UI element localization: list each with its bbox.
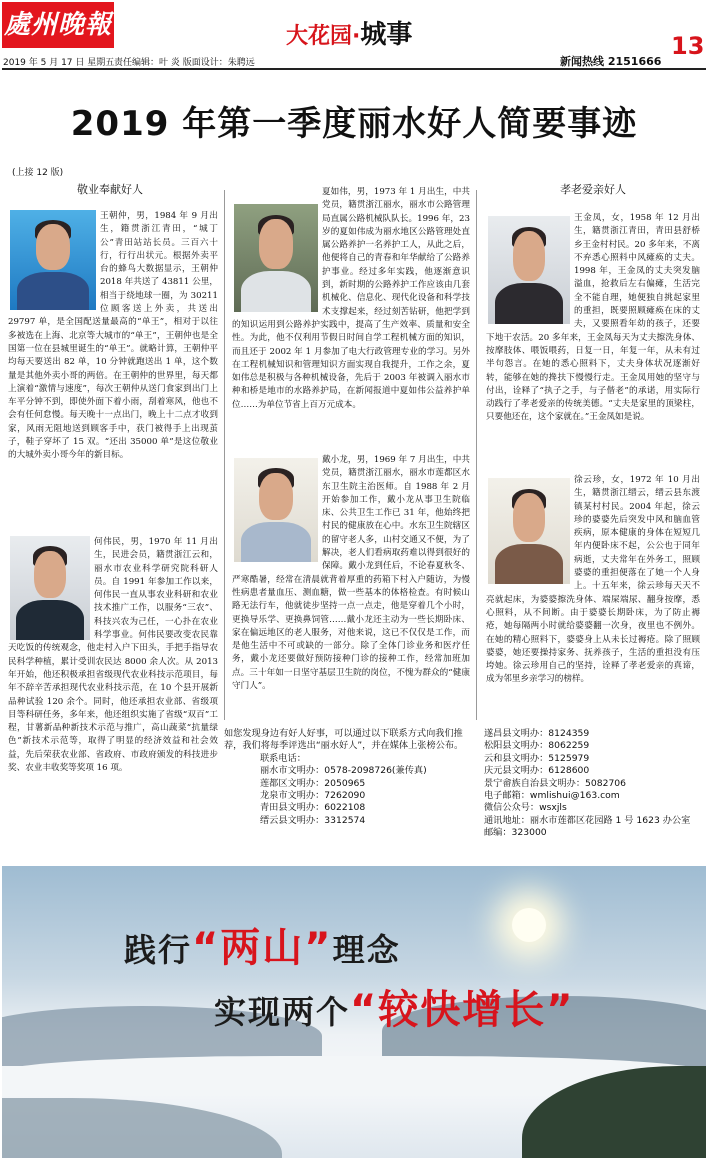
left-column-heading: 敬业奉献好人 [77, 183, 143, 196]
masthead-divider [2, 68, 706, 70]
right-column-heading: 孝老爱亲好人 [560, 183, 626, 196]
contact-box [224, 728, 708, 846]
banner-slogan-line1: 践行“两山”理念 [124, 925, 401, 971]
contact-line: 遂昌县文明办：8124359 [484, 728, 590, 739]
contact-wechat: 微信公众号：wsxjls [484, 802, 567, 814]
contact-postcode: 邮编：323000 [484, 827, 547, 839]
sun-graphic [512, 908, 546, 942]
article-text: 王朝仲，男，1984 年 9 月出生，籍贯浙江青田，“城丁公”青田站站长员。三百六十行，行行出状元。根据外卖平台的蜂鸟大数据显示，王朝仲 2018 年共送了 43811 公里，相当于绕地球一圈，为 30211 位顾客送上外卖，共送出 29797 单，是全国配送量最高的“单王”，相对于以往多被选在上海、北京等大城市的“单王”，王朝仲也是全国第一位在县城里诞生的“单王”。就略计算，王朝仲平均每天要送出 82 单，10 分钟就跑送出 1 单，这个数量是其他外卖小哥的两倍。在王朝仲的世界里，每天都上演着“激情与速度”，每次王朝仲从送门食家到出门上车平分钟不到，即使外面下着小雨，刮着寒风，他也不会有任何怠慢。每天晚十一点出门，晚上十二点才收到家，风雨无阻地送到顾客手中，获门被得手上出现茧子，鞋子穿坏了 15 双。“还出 35000 单”是这位敬业的大城外卖小哥今年的新目标。 [8, 211, 218, 461]
contact-list-right [484, 728, 708, 840]
section-title [286, 14, 412, 51]
article-text: 夏如伟，男，1973 年 1 月出生，中共党员，籍贯浙江丽水，丽水市公路管理局直属公路机械队队长。1996 年，23 岁的夏如伟成为丽水地区公路管理处直属公路养护一名养护工人，从此之后，他便将自己的青春和年华献给了公路养护事业。经过多年实践，他逐渐意识到，新时期的公路养护工作应该由几套机械化、信息化、现代化设备和科学技术支撑起来，经过刻苦钻研，他把学到的知识运用到公路养护实践中，提高了生产效率、质量和安全性。为此，他不仅利用节假日时间自学工程机械方面的知识，而且还于 2002 年 1 月参加了电大行政管理专业的学习。另外在工程机械知识和管理知识方面实现自我提升，工作之余，夏如伟总是积极与各种机械设备，先后于 2003 年被调入丽水市种和桥是地市的水路养护局，在新闻报道中夏如伟公益养护单位……为单位节省上百万元成本。 [232, 187, 470, 410]
article-text: 徐云珍，女，1972 年 10 月出生，籍贯浙江缙云，缙云县东渡镇某村村民。2004 年起，徐云珍的婆婆先后突发中风和脑血管疾病，原本健康的身体在短短几年内便卧床不起，公公也于同年病逝，丈夫常年在外务工，照顾婆婆的重担便落在了她一个人身上。十五年来，徐云珍每天天不亮就起床，为婆婆擦洗身体、端屎端尿、翻身按摩，悉心照料，从不间断。由于婆婆长期卧床，为了防止褥疮，她每隔两小时就给婆婆翻一次身，夜里也不例外。在她的精心照料下，婆婆身上从未长过褥疮。除了照顾婆婆，她还要操持家务、抚养孩子，生活的重担没有压垮她。徐云珍用自己的坚持，诠释了孝老爱亲的真谛，成为邻里乡亲学习的榜样。 [486, 475, 700, 685]
article-text: 王金凤，女，1958 年 12 月出生，籍贯浙江青田，青田县舒桥乡王金村村民。20 多年来，不离不弃悉心照料中风瘫痪的丈夫。1998 年，王金凤的丈夫突发脑溢血，抢救后左右偏瘫，生活完全不能自理，她便独自挑起家里的重担，既要照顾瘫痪在床的丈夫，又要照看年幼的孩子，还要下地干农活。20 多年来，王金凤每天为丈夫擦洗身体、按摩肢体、喂饭喂药，日复一日，年复一年，从未有过半句怨言。在她的悉心照料下，丈夫身体状况逐渐好转，能够在她的搀扶下慢慢行走。王金凤用她的坚守与付出，诠释了“执子之手，与子偕老”的承诺，用实际行动践行了孝老爱亲的传统美德。“丈夫是家里的顶梁柱，只要他还在，这个家就在。”王金凤如是说。 [486, 213, 700, 423]
page-number: 13 [671, 32, 705, 60]
news-hotline: 新闻热线 2151666 [560, 55, 662, 68]
article-text: 何伟民，男，1970 年 11 月出生，民进会员，籍贯浙江云和，丽水市农业科学研究院科研人员。自 1991 年参加工作以来，何伟民一直从事农业科研和农业技术推广工作，以服务“三农”、科技兴农为己任，一心扑在农业科学事业。何伟民要改变农民靠天吃饭的传统观念，他走村入户下田头，手把手指导农民科学种植，累计受训农民达 8000 余人次。从 2013 年开始，他还积极承担省级现代农业科技示范项目，每年不辞辛苦承担现代农业科技示范，在 10 个县开展新品种试验 120 余个。同时，他还承担农业部、省级项目等科研任务，多年来，他还组织实施了省级“双百”工程，甘薯新品种新技术示范与推广，高山蔬菜“抗量绿色”新技术示范等，取得了明显的经济效益和社会效益，先后荣获农业部、省政府、市政府颁发的科技进步奖、农业丰收奖等奖项 16 项。 [8, 537, 218, 774]
contact-line: 龙泉市文明办：7262090 [260, 790, 366, 802]
column-divider [476, 190, 477, 720]
hill-graphic [2, 1098, 282, 1158]
contact-address: 通讯地址：丽水市莲都区花园路 1 号 1623 办公室 [484, 814, 691, 826]
page-headline: 2019 年第一季度丽水好人简要事迹 [70, 104, 638, 144]
section-title-part1: 大花园 [286, 24, 353, 49]
column-divider [224, 190, 225, 720]
contact-line: 松阳县文明办：8062259 [484, 740, 590, 752]
section-title-part2: 城事 [360, 20, 413, 50]
slogan-banner [2, 866, 706, 1158]
section-title-separator: · [352, 24, 361, 49]
banner-slogan-line2: 实现两个“较快增长” [214, 987, 575, 1033]
editor-credits: 责任编辑：叶 炎 版面设计：朱聘远 [114, 58, 255, 68]
article-text: 戴小龙，男，1969 年 7 月出生，中共党员，籍贯浙江丽水，丽水市莲都区水东卫生院主治医师。自 1988 年 2 月开始参加工作，戴小龙从事卫生院临床、公共卫生工作已 31 年，他始终把村民的健康放在心中。水东卫生院辖区的留守老人多，山村交通又不便，为了解决，老人们看病取药难以得到很好的保障。戴小龙到任后，不论春夏秋冬、严寒酷暑，经常在清晨就背着厚重的药箱下村入户随访，为慢性病患者量血压、测血糖，做一些基本的体格检查。有时候山路无法行车，他就徒步坚持一点一点走，他是穿着几个小时，更换导乐学、更换鼻饲管……戴小龙还主动为一些长期卧床、家在偏远地区的老人服务，对他来说，这已不仅仅是工作，而是他生活中不可或缺的一部分。除了全体门诊业务和医疗任务，戴小龙还要做好预防接种门诊的接种工作，经常加班加点。三十年如一日坚守基层卫生院的岗位，不愧为群众的“健康守门人”。 [232, 455, 470, 692]
contact-line: 莲都区文明办：2050965 [260, 777, 366, 789]
contact-line: 云和县文明办：5125979 [484, 752, 590, 764]
contact-email: 电子邮箱：wmlishui@163.com [484, 790, 620, 802]
contact-line: 丽水市文明办：0578-2098726(兼传真) [260, 765, 427, 777]
contact-line: 景宁畲族自治县文明办：5082706 [484, 777, 626, 789]
contact-line: 缙云县文明办：3312574 [260, 814, 366, 826]
newspaper-logo: 處州晚報 [2, 2, 114, 48]
contact-heading: 联系电话： [260, 752, 306, 764]
contact-line: 庆元县文明办：6128600 [484, 765, 590, 777]
continued-note: (上接 12 版) [12, 168, 64, 178]
issue-date: 2019 年 5 月 17 日 星期五 [3, 58, 115, 68]
contact-intro: 如您发现身边有好人好事，可以通过以下联系方式向我们推荐，我们将每季评选出“丽水好人”，并在媒体上张榜公布。 联系电话： 丽水市文明办：0578-2098726(兼传真) 莲都区文明办：2050965 龙泉市文明办：7262090 青田县文明办：6022108 缙云县文明办：3312574 [224, 728, 464, 826]
contact-line: 青田县文明办：6022108 [260, 802, 366, 814]
